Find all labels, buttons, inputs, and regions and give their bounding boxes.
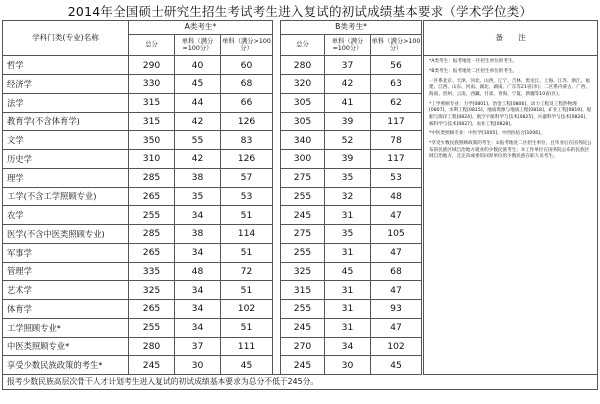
b-score-cell: 68 (371, 262, 423, 281)
b-score-cell: 270 (281, 337, 325, 356)
b-score-cell: 280 (281, 56, 325, 75)
a-score-cell: 245 (129, 356, 175, 375)
b-score-cell: 31 (325, 243, 371, 262)
b-score-cell: 32 (325, 187, 371, 206)
a-score-cell: 111 (221, 337, 273, 356)
b-score-cell: 245 (281, 318, 325, 337)
b-score-cell: 325 (281, 262, 325, 281)
a-score-cell: 265 (129, 300, 175, 319)
a-score-cell: 330 (129, 75, 175, 94)
b-score-cell: 300 (281, 150, 325, 169)
a-score-cell: 280 (129, 337, 175, 356)
a-score-cell: 35 (175, 187, 221, 206)
b-score-cell: 39 (325, 150, 371, 169)
table-row (3, 56, 598, 75)
subject-name: 工学(不含工学照顾专业) (3, 187, 129, 206)
a-score-cell: 60 (221, 56, 273, 75)
b-score-cell: 31 (325, 206, 371, 225)
note-item: *A类考生：报考地处一区招生单位的考生。 (429, 59, 518, 65)
page-title: 2014年全国硕士研究生招生考试考生进入复试的初试成绩基本要求（学术学位类） (67, 4, 533, 19)
b-score-cell: 275 (281, 168, 325, 187)
a-score-cell: 53 (221, 187, 273, 206)
b-score-cell: 117 (371, 112, 423, 131)
a-score-cell: 310 (129, 150, 175, 169)
b-score-cell: 42 (325, 75, 371, 94)
b-score-cell: 48 (371, 187, 423, 206)
b-single-100-header: 单科（满分=100分） (325, 34, 371, 56)
a-score-cell: 315 (129, 112, 175, 131)
a-score-cell: 102 (221, 300, 273, 319)
subject-name: 农学 (3, 206, 129, 225)
b-score-cell: 105 (371, 225, 423, 244)
b-score-cell: 255 (281, 300, 325, 319)
b-score-cell: 53 (371, 168, 423, 187)
a-score-cell: 83 (221, 131, 273, 150)
a-score-cell: 255 (129, 318, 175, 337)
note-item: *中医类照顾专业：中医学[1005]、中西医结合[1006]。 (429, 131, 545, 137)
note-item: *享受少数民族照顾政策的考生：①报考地处二区招生单位，且毕业后在国务院公布的民族区域自治地方就业的少数民族考生；②工作单位在国务院公布的民族区域自治地方，且定向或委培回原单位的少数民族在职人员考生。 (429, 140, 592, 160)
column-gap (273, 21, 281, 56)
subject-name: 医学(不含中医类照顾专业) (3, 225, 129, 244)
b-score-cell: 305 (281, 112, 325, 131)
b-score-cell: 45 (325, 262, 371, 281)
a-score-cell: 34 (175, 300, 221, 319)
b-score-cell: 52 (325, 131, 371, 150)
a-score-cell: 57 (221, 168, 273, 187)
a-score-cell: 45 (175, 75, 221, 94)
a-score-cell: 114 (221, 225, 273, 244)
note-item: *B类考生：报考地处二区招生单位的考生。 (429, 69, 518, 75)
b-score-cell: 47 (371, 281, 423, 300)
a-score-cell: 55 (175, 131, 221, 150)
a-single-100-header: 单科（满分=100分） (175, 34, 221, 56)
b-score-cell: 39 (325, 112, 371, 131)
subject-name: 教育学(不含体育学) (3, 112, 129, 131)
subject-name: 文学 (3, 131, 129, 150)
subject-name: 理学 (3, 168, 129, 187)
a-score-cell: 126 (221, 150, 273, 169)
subject-name: 管理学 (3, 262, 129, 281)
a-score-cell: 34 (175, 281, 221, 300)
a-score-cell: 30 (175, 356, 221, 375)
a-score-cell: 40 (175, 56, 221, 75)
b-score-cell: 31 (325, 281, 371, 300)
b-score-cell: 320 (281, 75, 325, 94)
a-score-cell: 51 (221, 206, 273, 225)
b-score-cell: 305 (281, 93, 325, 112)
subject-name: 享受少数民族政策的考生* (3, 356, 129, 375)
a-score-cell: 34 (175, 206, 221, 225)
a-score-cell: 37 (175, 337, 221, 356)
subject-name: 艺术学 (3, 281, 129, 300)
a-score-cell: 51 (221, 318, 273, 337)
a-score-cell: 51 (221, 243, 273, 262)
b-score-cell: 35 (325, 225, 371, 244)
a-score-cell: 255 (129, 206, 175, 225)
subject-name: 哲学 (3, 56, 129, 75)
a-score-cell: 265 (129, 187, 175, 206)
b-score-cell: 78 (371, 131, 423, 150)
a-score-cell: 44 (175, 93, 221, 112)
a-score-cell: 325 (129, 281, 175, 300)
b-score-cell: 255 (281, 187, 325, 206)
b-score-cell: 245 (281, 356, 325, 375)
a-score-cell: 66 (221, 93, 273, 112)
b-score-cell: 30 (325, 356, 371, 375)
b-score-cell: 255 (281, 243, 325, 262)
b-score-cell: 34 (325, 337, 371, 356)
a-score-cell: 72 (221, 262, 273, 281)
a-score-cell: 68 (221, 75, 273, 94)
group-b-header: B类考生* (281, 21, 423, 35)
note-item: *工学照顾专业：力学[0801]、冶金工程[0806]、动力工程及工程热物理[0807]、水利工程[0815]、地质资源与地质工程[0818]、矿业工程[0819]、船舶与海洋工程[0824]、航空宇航科学与技术[0825]、兵器科学与技术[0826]、核科学与技术[0827]、农业工程[0828]。 (429, 101, 592, 127)
subject-name: 中医类照顾专业* (3, 337, 129, 356)
score-table (2, 20, 598, 390)
b-score-cell: 35 (325, 168, 371, 187)
b-score-cell: 47 (371, 243, 423, 262)
b-score-cell: 45 (371, 356, 423, 375)
b-score-cell: 47 (371, 206, 423, 225)
b-score-cell: 37 (325, 56, 371, 75)
footer-note: 报考少数民族高层次骨干人才计划考生进入复试的初试成绩基本要求为总分不低于245分。 (3, 375, 598, 390)
b-score-cell: 275 (281, 225, 325, 244)
a-score-cell: 315 (129, 93, 175, 112)
group-a-header: A类考生* (129, 21, 273, 35)
a-score-cell: 290 (129, 56, 175, 75)
a-score-cell: 285 (129, 168, 175, 187)
b-score-cell: 117 (371, 150, 423, 169)
a-score-cell: 38 (175, 168, 221, 187)
a-score-cell: 350 (129, 131, 175, 150)
b-single-over100-header: 单科（满分>100分） (371, 34, 423, 56)
a-score-cell: 42 (175, 112, 221, 131)
b-score-cell: 63 (371, 75, 423, 94)
b-score-cell: 47 (371, 318, 423, 337)
notes-header: 备 注 (423, 21, 598, 56)
a-single-over100-header: 单科（满分>100分） (221, 34, 273, 56)
a-score-cell: 34 (175, 318, 221, 337)
a-score-cell: 34 (175, 243, 221, 262)
notes-cell (423, 56, 598, 375)
b-score-cell: 93 (371, 300, 423, 319)
b-score-cell: 62 (371, 93, 423, 112)
a-score-cell: 285 (129, 225, 175, 244)
subject-name: 军事学 (3, 243, 129, 262)
a-score-cell: 42 (175, 150, 221, 169)
b-score-cell: 315 (281, 281, 325, 300)
b-score-cell: 340 (281, 131, 325, 150)
b-total-header: 总分 (281, 34, 325, 56)
a-score-cell: 126 (221, 112, 273, 131)
b-score-cell: 41 (325, 93, 371, 112)
b-score-cell: 102 (371, 337, 423, 356)
subject-header: 学科门类(专业)名称 (3, 21, 129, 56)
subject-name: 历史学 (3, 150, 129, 169)
a-score-cell: 51 (221, 281, 273, 300)
subject-name: 法学 (3, 93, 129, 112)
b-score-cell: 56 (371, 56, 423, 75)
a-total-header: 总分 (129, 34, 175, 56)
subject-name: 经济学 (3, 75, 129, 94)
a-score-cell: 38 (175, 225, 221, 244)
a-score-cell: 335 (129, 262, 175, 281)
subject-name: 体育学 (3, 300, 129, 319)
b-score-cell: 31 (325, 300, 371, 319)
a-score-cell: 265 (129, 243, 175, 262)
b-score-cell: 31 (325, 318, 371, 337)
column-gap (273, 56, 281, 375)
subject-name: 工学照顾专业* (3, 318, 129, 337)
a-score-cell: 45 (221, 356, 273, 375)
b-score-cell: 245 (281, 206, 325, 225)
a-score-cell: 48 (175, 262, 221, 281)
note-item: 一区系北京、天津、河北、山西、辽宁、吉林、黑龙江、上海、江苏、浙江、福建、江西、山东、河南、湖北、湖南、广东等21省(市)；二区系内蒙古、广西、海南、贵州、云南、西藏、甘肃、青海、宁夏、新疆等10省(区)。 (429, 78, 591, 98)
